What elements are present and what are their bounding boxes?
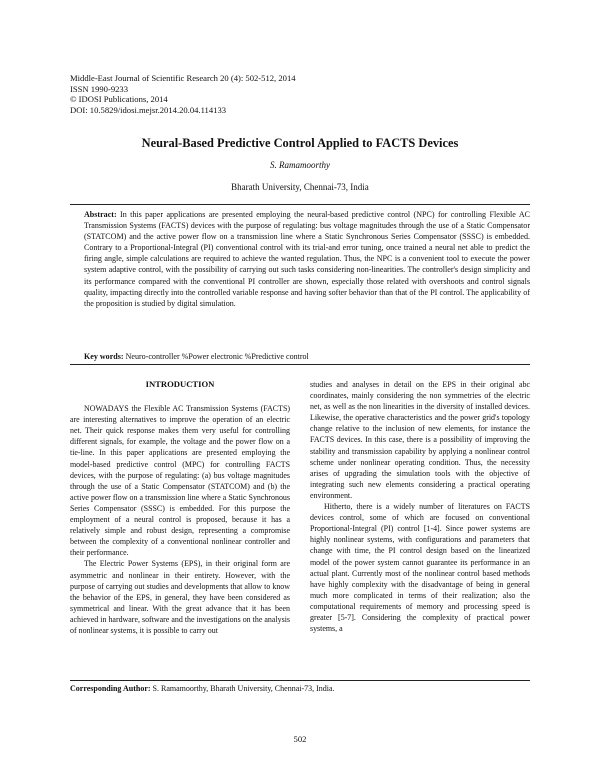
- journal-citation: Middle-East Journal of Scientific Research 20 (4): 502-512, 2014: [70, 73, 296, 83]
- abstract-text: In this paper applications are presented employing the neural-based predictive control (NPC) for controlling Flexible AC Transmission Systems (FACTS) devices with the purpose of regulating: bus voltage magnitudes through the use of a Static Compensator (STATCOM) and the active power flow on a transmission line where a Static Synchronous Series Compensator (SSSC) is embedded. Contrary to a Proportional-Integral (PI) conventional control with its trial-and error tuning, once trained a neural net able to predict the firing angle, simple calculations are required to achieve the wanted regulation. Thus, the NPC is a convenient tool to execute the power system adaptive control, with the possibility of carrying out such tasks considering non-linearities. The controller's design simplicity and its performance compared with the conventional PI controller are shown, especially those related with overshoots and control signals quality, impacting directly into the controlled variable response and having softer behavior than that of the PI control. The applicability of the proposition is studied by digital simulation.: [84, 210, 530, 308]
- body-paragraph: NOWADAYS the Flexible AC Transmission Systems (FACTS) are interesting alternatives to improve the operation of an electric net. Their quick response makes them very useful for controlling different signals, for example, the voltage and the power flow on a tie-line. In this paper applications are presented employing the model-based predictive control (MPC) for controlling FACTS devices, with the purpose of regulating: (a) bus voltage magnitudes through the use of a Static Compensator (STATCOM) and (b) the active power flow on a transmission line where a Static Synchronous Series Compensator (SSSC) is embedded. For this purpose the employment of a neural control is proposed, because it has a relatively simple and robust design, representing a compromise between the complexity of a conventional nonlinear controller and their performance.: [70, 404, 290, 558]
- abstract-bottom-rule: [70, 364, 530, 365]
- body-paragraph: studies and analyses in detail on the EPS in their original abc coordinates, mainly considering the non symmetries of the electric net, as well as the non linearities in the diversity of installed devices. Likewise, the operative characteristics and the power grid's topology change relative to the inclusion of new elements, for instance the FACTS devices. In this case, there is a possibility of improving the stability and transmission capability by applying a nonlinear control scheme under nonlinear operating condition. Thus, the necessity arises of upgrading the simulation tools with the objective of integrating such new elements considering a practical operating environment.: [310, 380, 530, 500]
- abstract: [84, 209, 530, 309]
- journal-info: [70, 73, 296, 115]
- keywords: [84, 352, 309, 361]
- keywords-text: Neuro-controller %Power electronic %Predictive control: [123, 352, 309, 361]
- journal-copyright: © IDOSI Publications, 2014: [70, 94, 168, 105]
- body-paragraph: The Electric Power Systems (EPS), in their original form are asymmetric and nonlinear in their entirety. However, with the purpose of carrying out studies and developments that allow to know the behavior of the EPS, in general, they have been considered as symmetrical and linear. With the great advance that it has been achieved in hardware, software and the investigations on the analysis of nonlinear systems, it is possible to carry out: [70, 559, 290, 635]
- right-column: [310, 379, 530, 634]
- paper-affiliation: Bharath University, Chennai-73, India: [231, 182, 369, 192]
- footnote-rule: [70, 680, 530, 681]
- section-heading-introduction: INTRODUCTION: [145, 379, 215, 389]
- keywords-label: Key words:: [84, 352, 124, 361]
- corresponding-author: [70, 684, 335, 693]
- abstract-top-rule: [70, 204, 530, 205]
- paper-author: S. Ramamoorthy: [270, 160, 330, 170]
- page-number: 502: [293, 734, 307, 744]
- abstract-label: Abstract:: [84, 210, 117, 219]
- journal-doi: DOI: 10.5829/idosi.mejsr.2014.20.04.114133: [70, 104, 227, 115]
- paper-title: Neural-Based Predictive Control Applied to FACTS Devices: [141, 136, 459, 150]
- journal-issn: ISSN 1990-9233: [70, 83, 129, 94]
- left-column: [70, 379, 290, 636]
- corresponding-author-text: S. Ramamoorthy, Bharath University, Chennai-73, India.: [150, 684, 335, 693]
- corresponding-author-label: Corresponding Author:: [70, 684, 151, 693]
- body-paragraph: Hitherto, there is a widely number of literatures on FACTS devices control, some of which are focused on conventional Proportional-Integral (PI) control [1-4]. Since power systems are highly nonlinear systems, with configurations and parameters that change with time, the PI control design based on the linearized model of the power system cannot guarantee its performance in an actual plant. Currently most of the nonlinear control based methods have highly complexity with the disadvantage of being in general much more complicated in terms of their realization; also the computational requirements of memory and processing speed is greater [5-7]. Considering the complexity of practical power systems, a: [310, 502, 530, 634]
